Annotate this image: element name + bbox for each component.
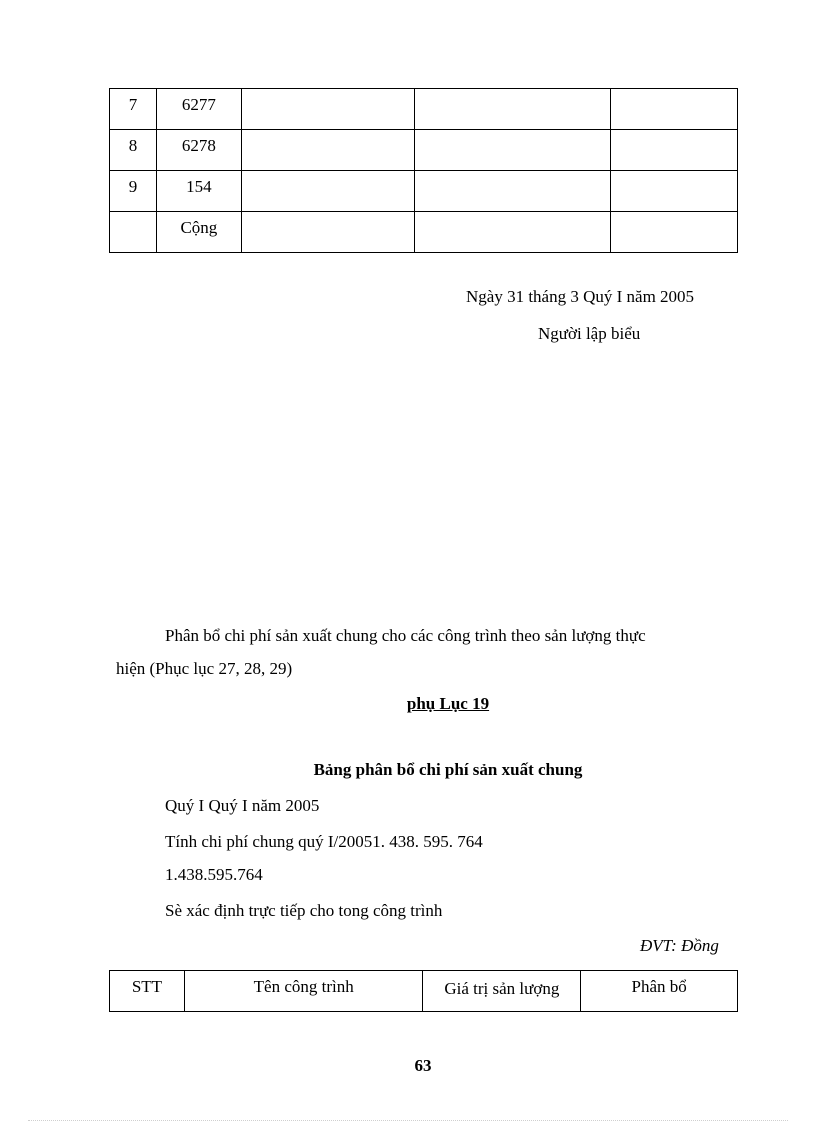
account-code: 6277 — [181, 95, 216, 114]
empty-cell — [611, 89, 738, 130]
table-header-row — [110, 971, 738, 1012]
quarter-line: Quý I Quý I năm 2005 — [165, 796, 320, 815]
calc-line: Tính chi phí chung quý I/20051. 438. 595. 764 — [165, 832, 483, 851]
empty-cell — [414, 212, 611, 253]
account-code: 6278 — [181, 136, 216, 155]
empty-cell — [241, 212, 414, 253]
empty-cell — [241, 89, 414, 130]
table-row — [110, 171, 738, 212]
empty-cell — [414, 89, 611, 130]
note-line: Sè xác định trực tiếp cho tong công trình — [165, 901, 443, 920]
row-number: 9 — [128, 177, 138, 196]
table-row — [110, 212, 738, 253]
header-allocation: Phân bổ — [631, 977, 687, 996]
empty-cell — [611, 212, 738, 253]
preparer-label: Người lập biểu — [538, 324, 641, 343]
table-title: Bảng phân bổ chi phí sản xuất chung — [313, 760, 583, 779]
header-stt: STT — [131, 977, 163, 996]
table-row — [110, 89, 738, 130]
page-bottom-border — [28, 1120, 788, 1121]
table-row — [110, 130, 738, 171]
paragraph-line-1: Phân bổ chi phí sản xuất chung cho các công trình theo sản lượng thực — [165, 626, 646, 645]
appendix-title: phụ Lục 19 — [406, 694, 490, 713]
row-number: 7 — [128, 95, 138, 114]
cost-account-table — [109, 88, 738, 253]
paragraph-line-2: hiện (Phục lục 27, 28, 29) — [116, 659, 293, 678]
row-number: 8 — [128, 136, 138, 155]
row-number — [110, 212, 156, 218]
empty-cell — [414, 171, 611, 212]
unit-label: ĐVT: Đồng — [640, 936, 719, 955]
header-output-value: Giá trị sản lượng — [444, 979, 560, 998]
empty-cell — [414, 130, 611, 171]
empty-cell — [611, 171, 738, 212]
page-number: 63 — [414, 1056, 432, 1075]
empty-cell — [611, 130, 738, 171]
amount-line: 1.438.595.764 — [165, 865, 263, 884]
empty-cell — [241, 171, 414, 212]
allocation-table — [109, 970, 738, 1012]
total-label: Cộng — [180, 218, 218, 237]
date-line: Ngày 31 tháng 3 Quý I năm 2005 — [466, 287, 695, 306]
account-code: 154 — [186, 177, 212, 196]
empty-cell — [241, 130, 414, 171]
header-project-name: Tên công trình — [253, 977, 354, 996]
